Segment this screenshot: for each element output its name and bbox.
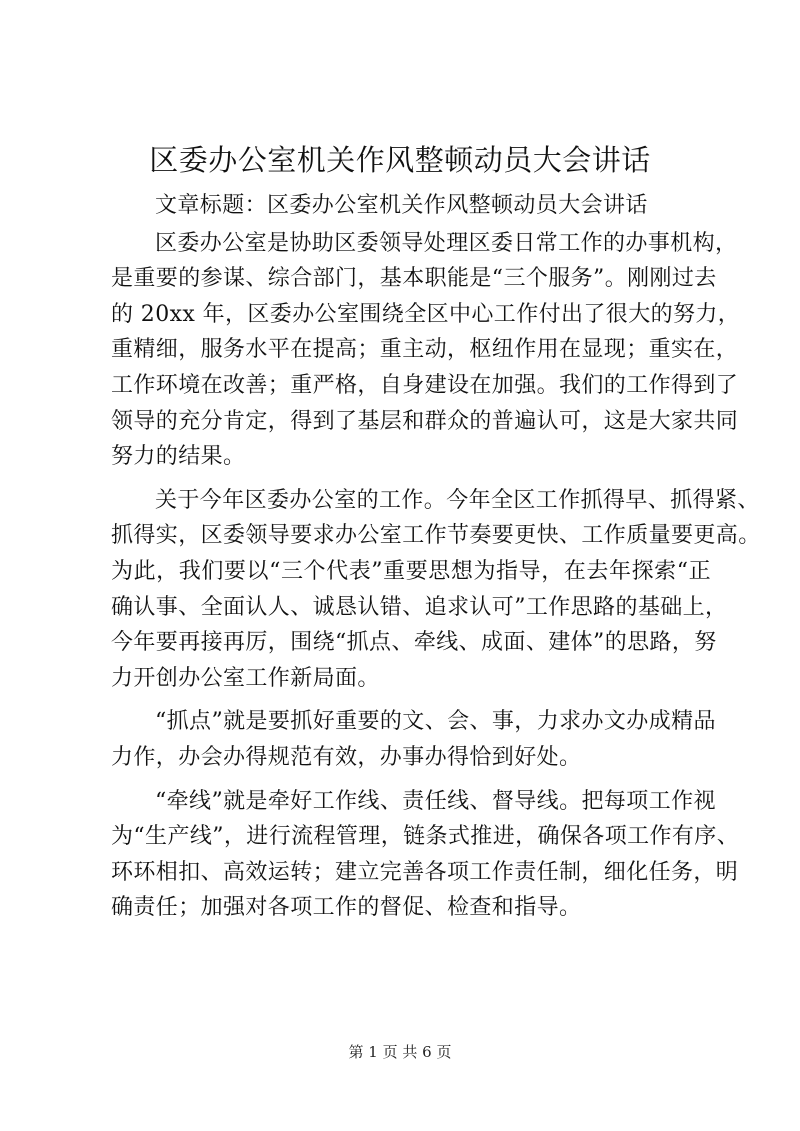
paragraph-line: 是重要的参谋、综合部门，基本职能是“三个服务”。刚刚过去 <box>111 266 717 292</box>
document-body <box>111 188 761 928</box>
page-footer: 第 1 页 共 6 页 <box>348 1043 452 1061</box>
paragraph-qianxian <box>111 784 740 926</box>
paragraph-line: 区委办公室是协助区委领导处理区委日常工作的办事机构， <box>155 230 738 256</box>
paragraph-line: 工作环境在改善；重严格，自身建设在加强。我们的工作得到了 <box>111 372 739 398</box>
paragraph-line: 努力的结果。 <box>111 444 246 470</box>
paragraph-line: 为“生产线”，进行流程管理，链条式推进，确保各项工作有序、 <box>111 824 740 850</box>
paragraph-line: 关于今年区委办公室的工作。今年全区工作抓得早、抓得紧、 <box>155 487 760 513</box>
paragraph-line: 环环相扣、高效运转；建立完善各项工作责任制，细化任务，明 <box>111 859 739 885</box>
paragraph-line: 抓得实，区委领导要求办公室工作节奏要更快、工作质量要更高。 <box>111 523 761 549</box>
paragraph-line: 力开创办公室工作新局面。 <box>111 665 380 691</box>
paragraph-line: 的 20xx 年，区委办公室围绕全区中心工作付出了很大的努力， <box>111 301 741 327</box>
paragraph-line: 文章标题：区委办公室机关作风整顿动员大会讲话 <box>155 193 648 218</box>
paragraph-line: 力作，办会办得规范有效，办事办得恰到好处。 <box>111 744 582 770</box>
paragraph-line: 重精细，服务水平在提高；重主动，枢纽作用在显现；重实在， <box>111 337 739 363</box>
paragraph-zhuadian <box>111 704 716 775</box>
paragraph-line: 确认事、全面认人、诚恳认错、追求认可”工作思路的基础上， <box>111 594 728 620</box>
paragraph-intro <box>111 226 741 475</box>
paragraph-line: 领导的充分肯定，得到了基层和群众的普遍认可，这是大家共同 <box>111 408 739 434</box>
document-title: 区委办公室机关作风整顿动员大会讲话 <box>149 143 651 177</box>
paragraph-this-year-work <box>111 483 761 697</box>
paragraph-line: 为此，我们要以“三个代表”重要思想为指导，在去年探索“正 <box>111 558 711 584</box>
paragraph-line: 确责任；加强对各项工作的督促、检查和指导。 <box>111 895 582 921</box>
paragraph-article-title <box>111 188 711 224</box>
paragraph-line: 今年要再接再厉，围绕“抓点、牵线、成面、建体”的思路，努 <box>111 630 717 656</box>
paragraph-line: “抓点”就是要抓好重要的文、会、事，力求办文办成精品 <box>155 709 716 735</box>
paragraph-line: “牵线”就是牵好工作线、责任线、督导线。把每项工作视 <box>155 788 716 814</box>
